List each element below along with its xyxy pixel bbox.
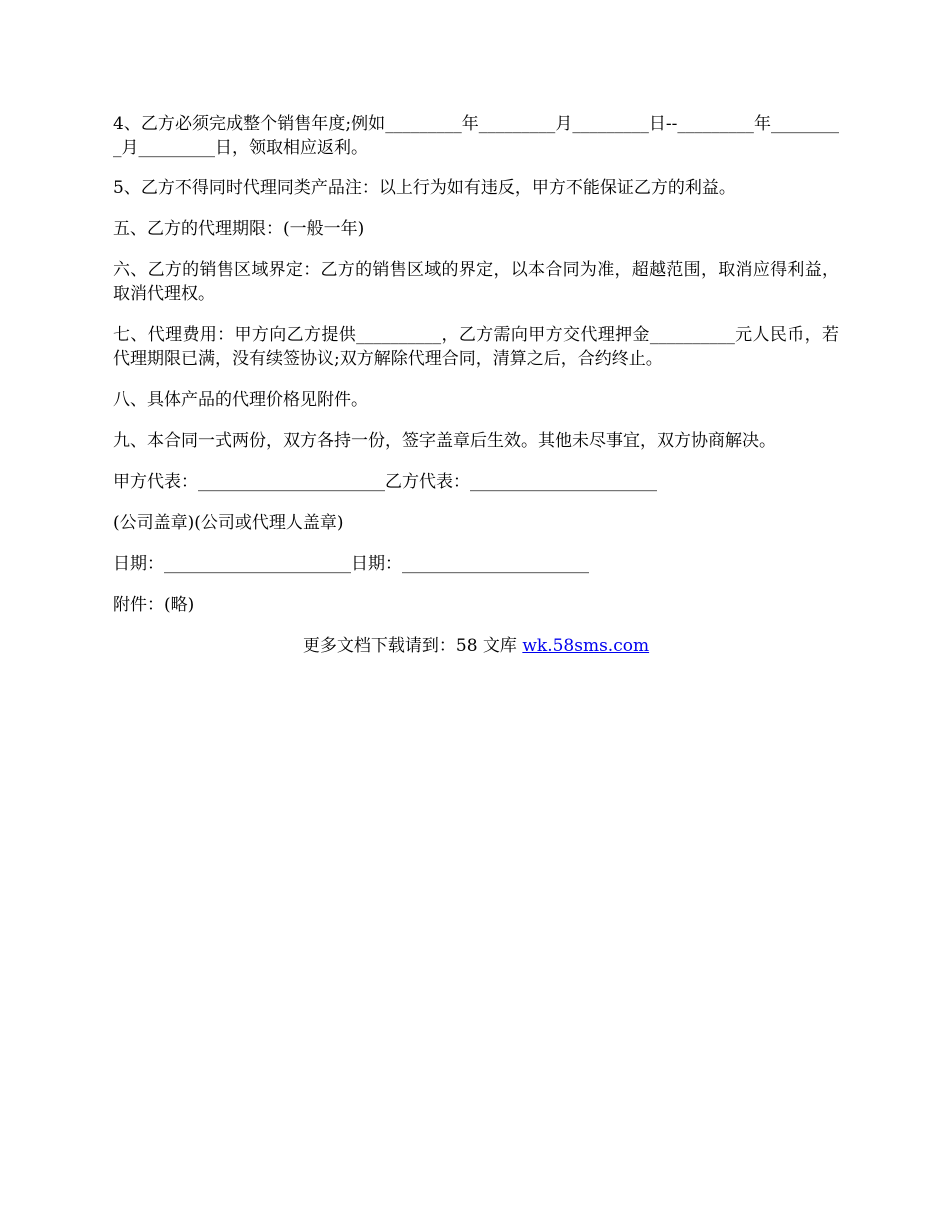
clause-5-no-competing-products: 5、乙方不得同时代理同类产品注：以上行为如有违反，甲方不能保证乙方的利益。 — [113, 178, 736, 198]
footer-text: 更多文档下载请到：58 文库 — [302, 636, 523, 656]
signature-representatives: 甲方代表：______________________乙方代表：______________________ — [113, 472, 657, 492]
clause-contract-copies: 九、本合同一式两份，双方各持一份，签字盖章后生效。其他未尽事宜，双方协商解决。 — [113, 431, 776, 451]
clause-agency-fees: 七、代理费用：甲方向乙方提供__________，乙方需向甲方交代理押金__________元人民币，若代理期限已满，没有续签协议;双方解除代理合同，清算之后，合约终止。 — [113, 325, 839, 369]
company-seal-line: (公司盖章)(公司或代理人盖章) — [113, 513, 344, 533]
clause-sales-region: 六、乙方的销售区域界定：乙方的销售区域的界定，以本合同为准，超越范围，取消应得利益，取消代理权。 — [113, 260, 839, 304]
clause-4-sales-year: 4、乙方必须完成整个销售年度;例如_________年_________月_________日--_________年_________月_________日，领取相应返利。 — [113, 114, 839, 158]
attachment-note: 附件：(略) — [113, 595, 195, 615]
footer-link[interactable]: wk.58sms.com — [522, 636, 650, 656]
clause-agency-term: 五、乙方的代理期限：(一般一年) — [113, 219, 365, 239]
download-footer — [113, 634, 839, 658]
clause-agency-price: 八、具体产品的代理价格见附件。 — [113, 390, 368, 410]
signature-dates: 日期：______________________日期：______________________ — [113, 554, 589, 574]
document-body — [113, 112, 839, 658]
